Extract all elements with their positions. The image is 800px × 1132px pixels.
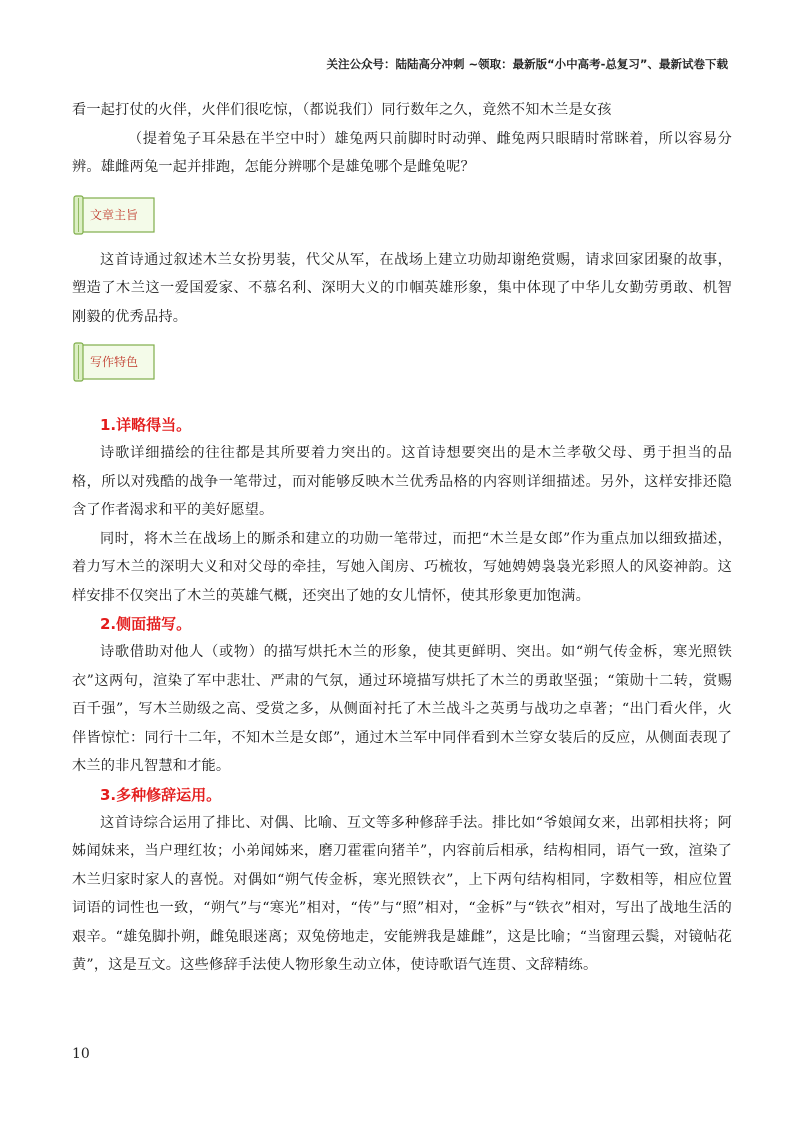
- section-paragraph: 这首诗综合运用了排比、对偶、比喻、互文等多种修辞手法。排比如“爷娘闻女来，出郭相扶将；阿姊闻妹来，当户理红妆；小弟闻姊来，磨刀霍霍向猪羊”，内容前后相承，结构相同，语气一致，渲染了木兰归家时家人的喜悦。对偶如“朔气传金柝，寒光照铁衣”，上下两句结构相同，字数相等，相应位置词语的词性也一致，“朔气”与“寒光”相对，“传”与“照”相对，“金柝”与“铁衣”相对，写出了战地生活的艰辛。“雄兔脚扑朔，雌兔眼迷离；双兔傍地走，安能辨我是雄雌”，这是比喻；“当窗理云鬓，对镜帖花黄”，这是互文。这些修辞手法使人物形象生动立体，使诗歌语气连贯、文辞精练。: [72, 814, 732, 973]
- section-title: 3.多种修辞运用。: [100, 785, 222, 804]
- intro-paragraph-1: 看一起打仗的火伴，火伴们很吃惊，（都说我们）同行数年之久，竟然不知木兰是女孩: [72, 102, 612, 118]
- section-title: 1.详略得当。: [100, 416, 192, 434]
- section-paragraph: 诗歌借助对他人（或物）的描写烘托木兰的形象，使其更鲜明、突出。如“朔气传金柝，寒光照铁衣”这两句，渲染了军中悲壮、严肃的气氛，通过环境描写烘托了木兰的勇敢坚强；“策勋十二转，赏赐百千强”，写木兰勋级之高、受赏之多，从侧面衬托了木兰战斗之英勇与战功之卓著；“出门看火伴，火伴皆惊忙：同行十二年，不知木兰是女郎”，通过木兰军中同伴看到木兰穿女装后的反应，从侧面表现了木兰的非凡智慧和才能。: [72, 644, 732, 774]
- theme-badge: [72, 194, 156, 236]
- document-body: [72, 96, 732, 980]
- theme-paragraph: 这首诗通过叙述木兰女扮男装，代父从军，在战场上建立功勋却谢绝赏赐，请求回家团聚的故事，塑造了木兰这一爱国爱家、不慕名利、深明大义的巾帼英雄形象，集中体现了中华儿女勤劳勇敢、机智刚毅的优秀品持。: [72, 251, 732, 325]
- section-paragraph: 诗歌详细描绘的往往都是其所要着力突出的。这首诗想要突出的是木兰孝敬父母、勇于担当的品格，所以对残酷的战争一笔带过，而对能够反映木兰优秀品格的内容则详细描述。另外，这样安排还隐含了作者渴求和平的美好愿望。: [72, 445, 732, 518]
- intro-paragraph-2: （提着兔子耳朵悬在半空中时）雄兔两只前脚时时动弹、雌兔两只眼睛时常眯着，所以容易分辨。雄雌两兔一起并排跑，怎能分辨哪个是雄兔哪个是雌兔呢？: [72, 130, 732, 175]
- page-number: 10: [72, 1046, 90, 1062]
- section-2: [72, 610, 732, 781]
- section-title: 2.侧面描写。: [100, 615, 192, 633]
- section-3: [72, 781, 732, 980]
- section-1: [72, 411, 732, 610]
- theme-badge-label: 文章主旨: [90, 207, 139, 222]
- features-badge-label: 写作特色: [90, 355, 139, 369]
- page-header: 关注公众号：陆陆高分冲刺 ~领取：最新版“小中高考-总复习”、最新试卷下载: [326, 57, 728, 71]
- section-paragraph: 同时，将木兰在战场上的厮杀和建立的功勋一笔带过，而把“木兰是女郎”作为重点加以细致描述，着力写木兰的深明大义和对父母的牵挂，写她入闺房、巧梳妆，写她娉娉袅袅光彩照人的风姿神韵。这样安排不仅突出了木兰的英雄气概，还突出了她的女儿情怀，使其形象更加饱满。: [72, 530, 732, 604]
- features-badge: [72, 341, 156, 383]
